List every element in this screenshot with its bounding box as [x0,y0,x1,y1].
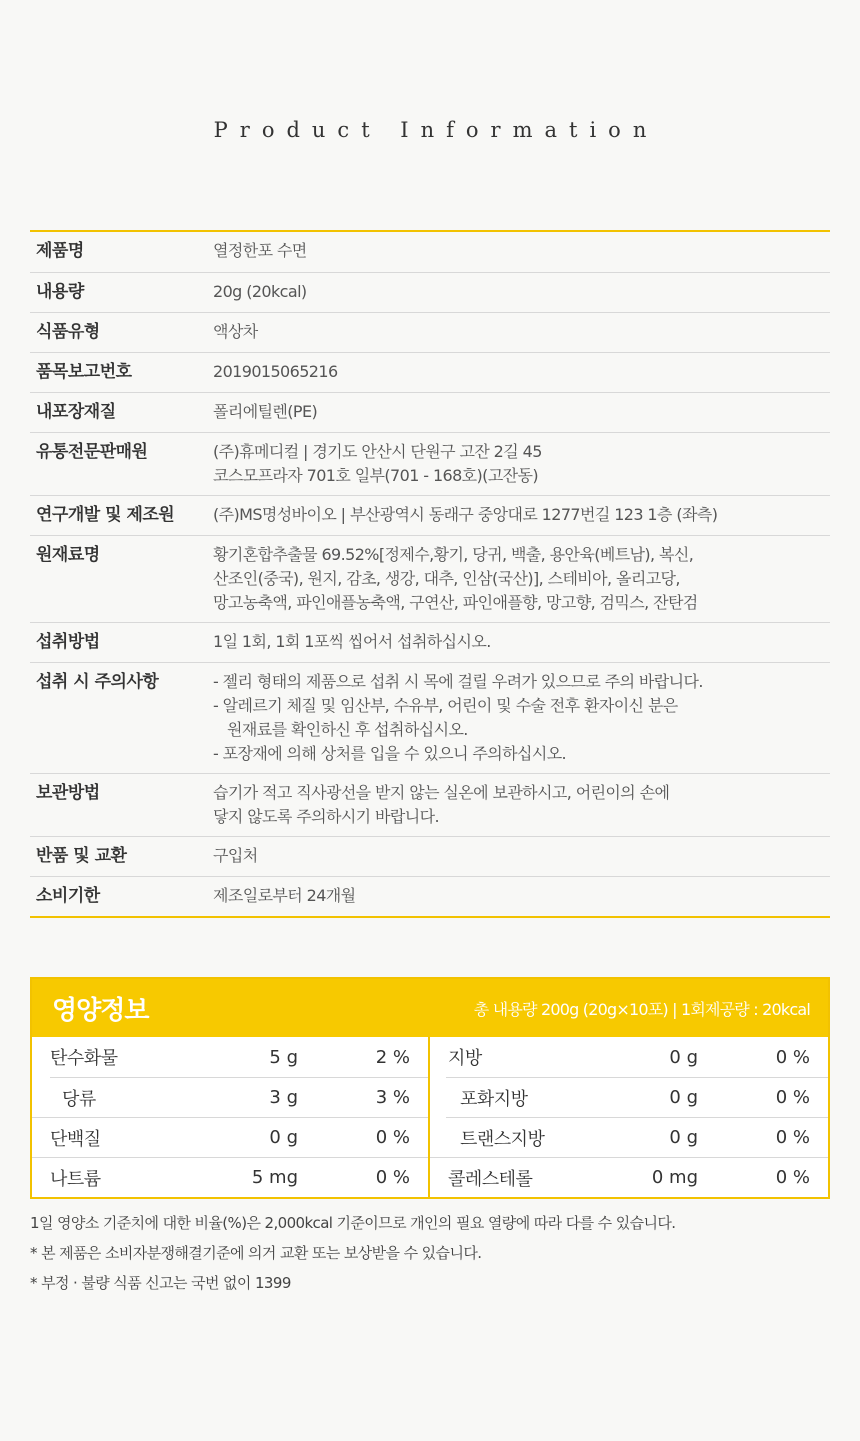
info-value-line: 산조인(중국), 원지, 감초, 생강, 대추, 인삼(국산)], 스테비아, 올리고당, [213,569,680,588]
info-row-storage [30,773,830,836]
info-value-line: - 젤리 형태의 제품으로 섭취 시 목에 걸릴 우려가 있으므로 주의 바랍니다. [213,672,703,691]
info-value-line: 2019015065216 [213,362,338,381]
info-row-report-number [30,352,830,392]
info-label: 연구개발 및 제조원 [36,505,175,525]
info-value-line: (주)MS명성바이오 | 부산광역시 동래구 중앙대로 1277번길 123 1층 (좌측) [213,505,718,524]
info-row-packaging [30,392,830,432]
info-row-manufacturer [30,495,830,535]
info-value [213,440,830,488]
nutrient-row [32,1157,428,1197]
nutrient-row [32,1117,428,1157]
nutrient-amount: 5 g [269,1046,298,1068]
info-label: 내용량 [36,282,84,302]
info-value-line: 1일 1회, 1회 1포씩 씹어서 섭취하십시오. [213,632,491,651]
nutrient-name: 포화지방 [460,1088,528,1110]
info-label: 내포장재질 [36,402,116,422]
nutrient-amount: 0 g [669,1087,698,1108]
info-value-line: 코스모프라자 701호 일부(701 - 168호)(고잔동) [213,466,539,485]
nutrient-percent: 0 % [775,1127,810,1148]
nutrient-name: 콜레스테롤 [448,1168,533,1190]
nutrient-amount: 0 g [269,1127,298,1148]
footnote: * 본 제품은 소비자분쟁해결기준에 의거 교환 또는 보상받을 수 있습니다. [30,1244,482,1262]
page-title: Product Information [213,118,659,142]
nutrient-amount: 0 g [669,1046,698,1068]
nutrient-percent: 0 % [375,1167,410,1188]
nutrient-percent: 0 % [775,1167,810,1188]
nutrient-amount: 3 g [269,1087,298,1108]
info-label: 섭취방법 [36,632,100,652]
info-value [213,884,830,909]
info-label: 원재료명 [36,545,100,565]
info-value [213,844,830,869]
footnote: 1일 영양소 기준치에 대한 비율(%)은 2,000kcal 기준이므로 개인의 필요 열량에 따라 다를 수 있습니다. [30,1214,676,1232]
info-value-line: 액상차 [213,322,258,341]
nutrition-body [32,1037,828,1197]
info-label: 품목보고번호 [36,362,132,382]
info-value-line: 열정한포 수면 [213,241,307,260]
nutrient-amount: 0 g [669,1127,698,1148]
nutrient-percent: 3 % [375,1087,410,1108]
info-value-line: - 포장재에 의해 상처를 입을 수 있으니 주의하십시오. [213,744,567,763]
nutrient-name: 탄수화물 [50,1048,118,1069]
info-row-expiry [30,876,830,916]
nutrient-name: 나트륨 [50,1168,101,1190]
info-label: 소비기한 [36,886,100,906]
info-value-line: 폴리에틸렌(PE) [213,402,318,421]
info-value [213,781,830,829]
info-label: 섭취 시 주의사항 [36,672,159,692]
info-value-line: 20g (20kcal) [213,282,307,301]
nutrient-name: 단백질 [50,1128,101,1150]
info-value-line: 구입처 [213,846,258,865]
info-value-line: (주)휴메디컬 | 경기도 안산시 단원구 고잔 2길 45 [213,442,542,461]
info-label: 반품 및 교환 [36,846,127,866]
info-row-food-type [30,312,830,352]
nutrient-amount: 5 mg [251,1167,298,1188]
nutrient-name: 트랜스지방 [460,1128,545,1150]
product-info-table [30,230,830,918]
nutrition-column-left [32,1037,430,1197]
info-row-ingredients [30,535,830,622]
info-value [213,503,830,528]
nutrient-row [430,1157,828,1197]
nutrient-percent: 0 % [775,1087,810,1108]
info-value-line: 원재료를 확인하신 후 섭취하십시오. [227,720,468,739]
info-label: 식품유형 [36,322,100,342]
info-value [213,239,830,265]
info-value-line: 황기혼합추출물 69.52%[정제수,황기, 당귀, 백출, 용안육(베트남), 복신, [213,545,694,564]
footnote: * 부정 · 불량 식품 신고는 국번 없이 1399 [30,1274,291,1292]
nutrient-row [446,1117,828,1157]
nutrient-row [446,1077,828,1117]
info-value [213,320,830,345]
info-label: 제품명 [36,241,84,261]
footnotes [30,1208,830,1298]
nutrition-title: 영양정보 [52,995,149,1026]
info-value-line: 습기가 적고 직사광선을 받지 않는 실온에 보관하시고, 어린이의 손에 [213,783,670,802]
info-label: 보관방법 [36,783,100,803]
nutrient-name: 당류 [62,1088,96,1110]
nutrition-column-right [430,1037,828,1197]
nutrient-amount: 0 mg [651,1167,698,1188]
nutrient-percent: 0 % [375,1127,410,1148]
info-value-line: - 알레르기 체질 및 임산부, 수유부, 어린이 및 수술 전후 환자이신 분은 [213,696,678,715]
info-value [213,360,830,385]
info-row-cautions [30,662,830,773]
nutrient-percent: 2 % [375,1046,410,1068]
info-value [213,400,830,425]
nutrition-total: 총 내용량 200g (20g×10포) | 1회제공량 : 20kcal [473,999,810,1019]
info-value-line: 망고농축액, 파인애플농축액, 구연산, 파인애플향, 망고향, 검믹스, 잔탄검 [213,593,698,612]
info-value [213,543,830,615]
info-label: 유통전문판매원 [36,442,148,462]
info-row-content-amount [30,272,830,312]
nutrition-header [32,979,828,1037]
info-value [213,630,830,655]
nutrient-row [430,1037,828,1077]
info-value-line: 닿지 않도록 주의하시기 바랍니다. [213,807,439,826]
nutrition-facts-panel [30,977,830,1199]
info-value [213,670,830,766]
info-row-intake-method [30,622,830,662]
nutrient-row [32,1037,428,1077]
nutrient-percent: 0 % [775,1046,810,1068]
info-row-distributor [30,432,830,495]
info-value-line: 제조일로부터 24개월 [213,886,356,905]
info-row-returns [30,836,830,876]
nutrient-name: 지방 [448,1048,482,1069]
nutrient-row [50,1077,428,1117]
info-value [213,280,830,305]
info-row-product-name [30,232,830,272]
